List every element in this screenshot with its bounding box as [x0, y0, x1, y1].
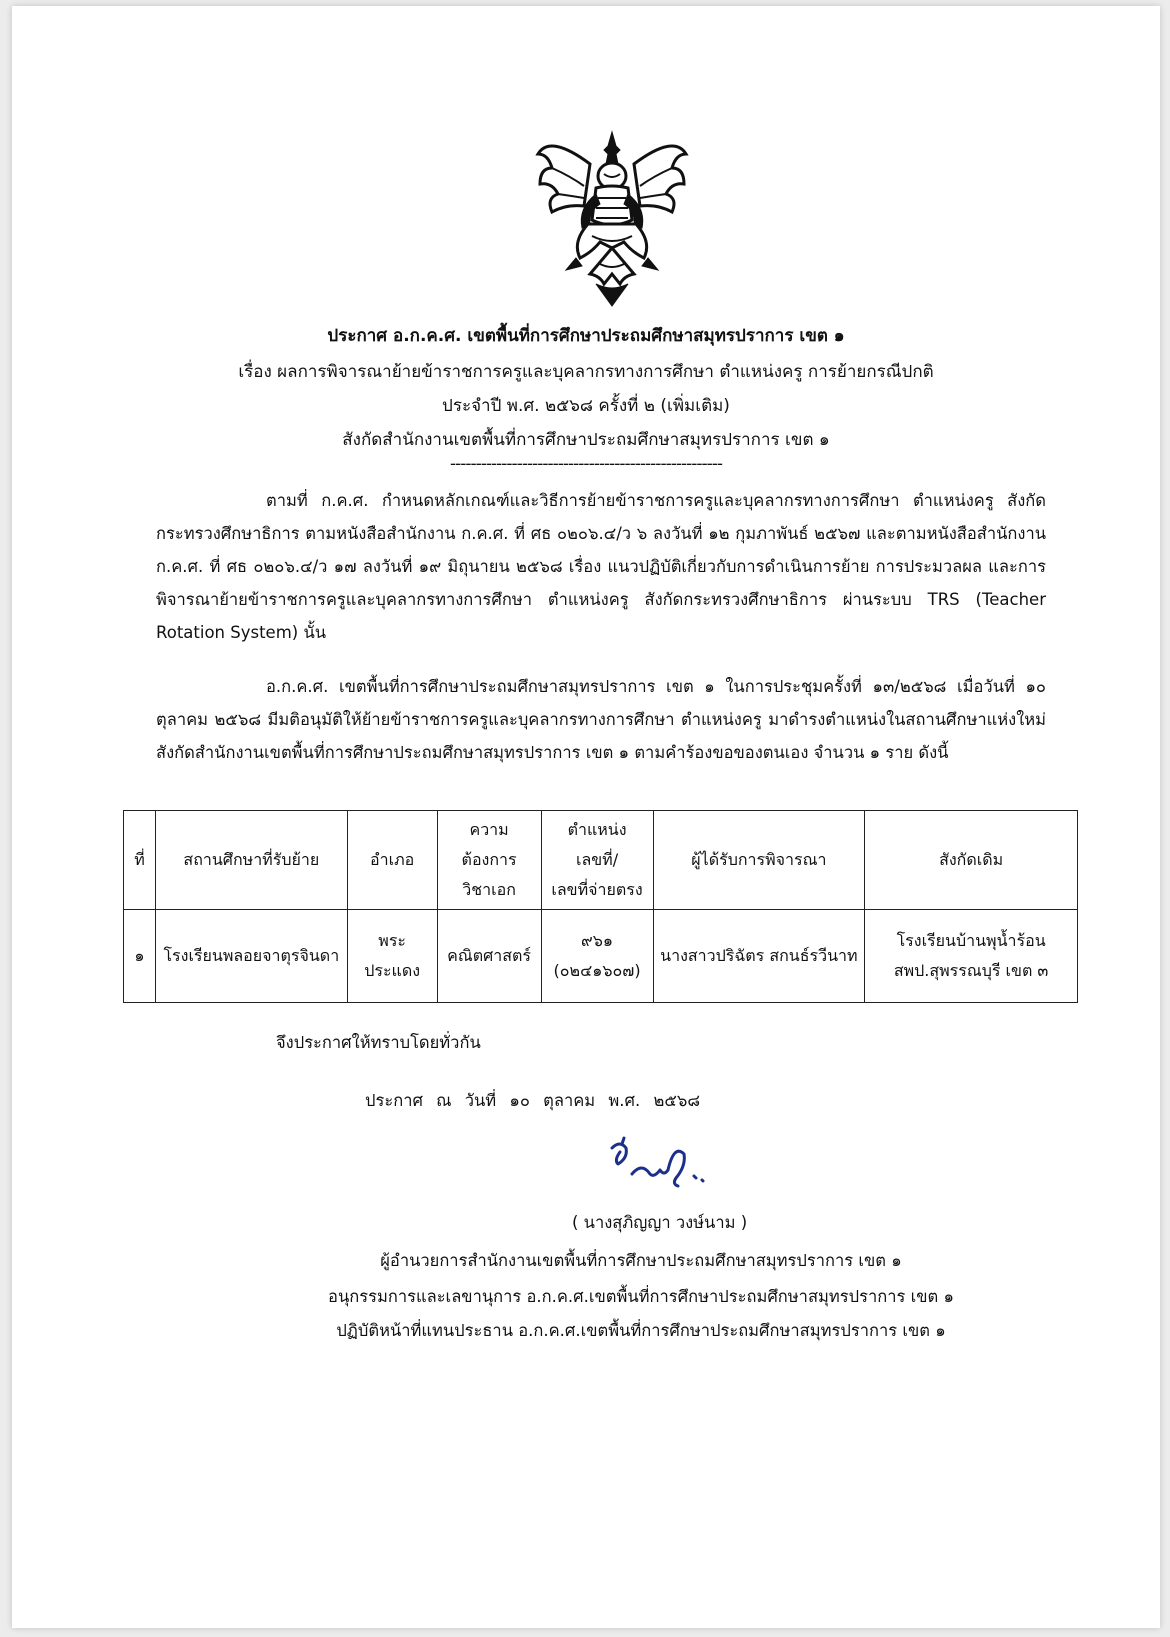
announcement-title: ประกาศ อ.ก.ค.ศ. เขตพื้นที่การศึกษาประถมศึกษาสมุทรปราการ เขต ๑: [327, 326, 845, 346]
cell-district: [347, 910, 437, 1003]
cell-district-line1: พระ: [378, 931, 406, 950]
header-district: อำเภอ: [347, 811, 437, 910]
paragraph-1-text: ตามที่ ก.ค.ศ. กำหนดหลักเกณฑ์และวิธีการย้ายข้าราชการครูและบุคลากรทางการศึกษา ตำแหน่งครู สังกัดกระทรวงศึกษาธิการ ตามหนังสือสำนักงาน ก.ค.ศ. ที่ ศธ ๐๒๐๖.๔/ว ๖ ลงวันที่ ๑๒ กุมภาพันธ์ ๒๕๖๗ และตามหนังสือสำนักงาน ก.ค.ศ. ที่ ศธ ๐๒๐๖.๔/ว ๑๗ ลงวันที่ ๑๙ มิถุนายน ๒๕๖๘ เรื่อง แนวปฏิบัติเกี่ยวกับการดำเนินการย้าย การประมวลผล และการพิจารณาย้ายข้าราชการครูและบุคลากรทางการศึกษา ตำแหน่งครู สังกัดกระทรวงศึกษาธิการ ผ่านระบบ TRS (Teacher Rotation System) นั้น: [156, 491, 1046, 642]
table-row: [124, 910, 1078, 1003]
handwritten-signature-icon: [602, 1134, 712, 1194]
transfer-table: [123, 810, 1078, 1003]
signer-role-2: อนุกรรมการและเลขานุการ อ.ก.ค.ศ.เขตพื้นที่การศึกษาประถมศึกษาสมุทรปราการ เขต ๑: [328, 1287, 954, 1306]
paragraph-2-text: อ.ก.ค.ศ. เขตพื้นที่การศึกษาประถมศึกษาสมุทรปราการ เขต ๑ ในการประชุมครั้งที่ ๑๓/๒๕๖๘ เมื่อวันที่ ๑๐ ตุลาคม ๒๕๖๘ มีมติอนุมัติให้ย้ายข้าราชการครูและบุคลากรทางการศึกษา ตำแหน่งครู มาดำรงตำแหน่งในสถานศึกษาแห่งใหม่ สังกัดสำนักงานเขตพื้นที่การศึกษาประถมศึกษาสมุทรปราการ เขต ๑ ตามคำร้องขอของตนเอง จำนวน ๑ ราย ดังนี้: [156, 677, 1046, 762]
cell-position: [541, 910, 653, 1003]
header-position-line3: เลขที่จ่ายตรง: [551, 880, 643, 899]
signer-role-3: ปฏิบัติหน้าที่แทนประธาน อ.ก.ค.ศ.เขตพื้นที่การศึกษาประถมศึกษาสมุทรปราการ เขต ๑: [336, 1321, 946, 1340]
header-major-line3: วิชาเอก: [462, 880, 516, 899]
cell-school: โรงเรียนพลอยจาตุรจินดา: [155, 910, 347, 1003]
cell-origin-line2: สพป.สุพรรณบุรี เขต ๓: [893, 961, 1049, 980]
paragraph-2: [156, 670, 1046, 769]
cell-origin: [865, 910, 1078, 1003]
signer-role-1: ผู้อำนวยการสำนักงานเขตพื้นที่การศึกษาประถมศึกษาสมุทรปราการ เขต ๑: [380, 1251, 902, 1270]
separator-line: -----------------------------------------------------: [449, 454, 723, 474]
header-major-line1: ความ: [469, 820, 509, 839]
closing-statement: จึงประกาศให้ทราบโดยทั่วกัน: [276, 1033, 481, 1052]
subject-line-2: ประจำปี พ.ศ. ๒๕๖๘ ครั้งที่ ๒ (เพิ่มเติม): [442, 396, 730, 416]
header-origin: สังกัดเดิม: [865, 811, 1078, 910]
signer-name: ( นางสุภิญญา วงษ์นาม ): [572, 1213, 748, 1232]
table-header-row: [124, 811, 1078, 910]
cell-origin-line1: โรงเรียนบ้านพุน้ำร้อน: [896, 931, 1046, 950]
subject-line-3: สังกัดสำนักงานเขตพื้นที่การศึกษาประถมศึกษาสมุทรปราการ เขต ๑: [342, 430, 830, 450]
header-no: ที่: [124, 811, 156, 910]
header-person: ผู้ได้รับการพิจารณา: [653, 811, 865, 910]
header-major-line2: ต้องการ: [461, 850, 517, 869]
cell-major: คณิตศาสตร์: [437, 910, 541, 1003]
paragraph-1: [156, 484, 1046, 649]
cell-district-line2: ประแดง: [364, 961, 421, 980]
subject-line-1: เรื่อง ผลการพิจารณาย้ายข้าราชการครูและบุคลากรทางการศึกษา ตำแหน่งครู การย้ายกรณีปกติ: [238, 362, 934, 382]
header-school: สถานศึกษาที่รับย้าย: [155, 811, 347, 910]
cell-position-line2: (๐๒๔๑๖๐๗): [553, 961, 641, 980]
announcement-date: ประกาศ ณ วันที่ ๑๐ ตุลาคม พ.ศ. ๒๕๖๘: [365, 1091, 701, 1110]
header-major: [437, 811, 541, 910]
header-position-line2: เลขที่/: [575, 850, 619, 869]
header-position-line1: ตำแหน่ง: [567, 820, 627, 839]
cell-position-line1: ๙๖๑: [581, 931, 614, 950]
header-position: [541, 811, 653, 910]
garuda-emblem-icon: [530, 124, 694, 310]
document-page: [12, 6, 1160, 1628]
cell-no: ๑: [124, 910, 156, 1003]
cell-person: นางสาวปริฉัตร สกนธ์รวีนาท: [653, 910, 865, 1003]
